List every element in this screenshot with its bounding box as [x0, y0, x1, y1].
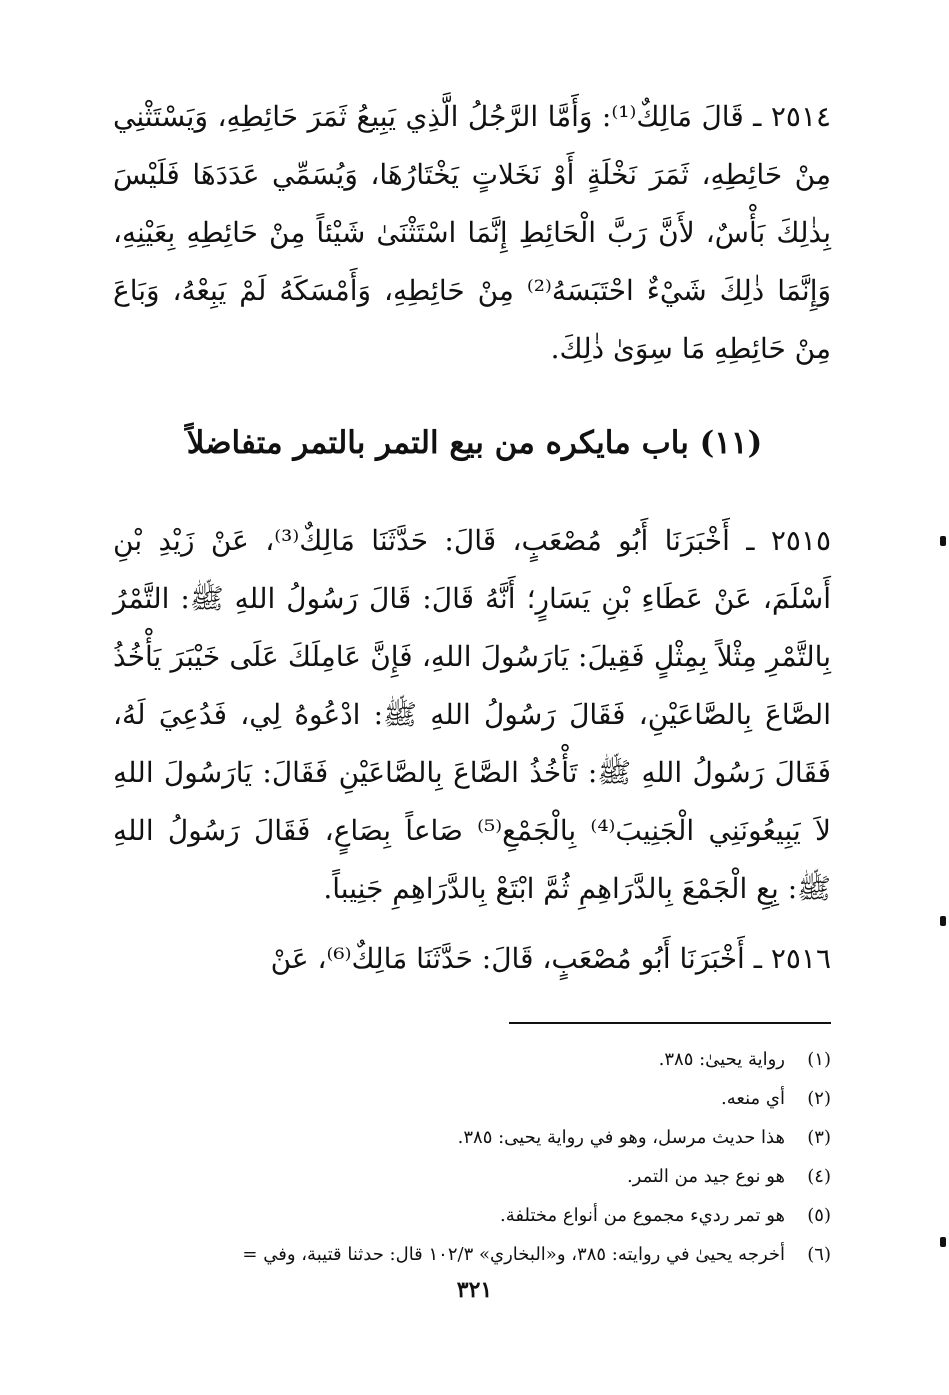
footnote-text: هذا حديث مرسل، وهو في رواية يحيى: ٣٨٥.	[457, 1127, 785, 1148]
scan-mark	[940, 1237, 946, 1247]
footnote-number: (١)	[807, 1049, 831, 1070]
footnote-item	[113, 1157, 831, 1196]
scan-mark	[940, 536, 946, 546]
scan-mark	[940, 916, 946, 926]
chapter-heading: (١١) باب مايكره من بيع التمر بالتمر متفاضلاً	[186, 425, 763, 461]
footnote-text: أخرجه يحيىٰ في روايته: ٣٨٥، و«البخاري» ١٠٢/٣ قال: حدثنا قتيبة، وفي =	[242, 1244, 785, 1265]
footnote-item	[113, 1079, 831, 1118]
footnotes-list	[113, 1040, 831, 1274]
footnote-text: هو تمر رديء مجموع من أنواع مختلفة.	[500, 1205, 785, 1226]
footnote-text: أي منعه.	[721, 1088, 785, 1109]
footnote-number: (٥)	[807, 1205, 831, 1226]
footnote-item	[113, 1235, 831, 1274]
footnote-number: (٣)	[807, 1127, 831, 1148]
footnote-number: (٤)	[807, 1166, 831, 1187]
footnote-item	[113, 1040, 831, 1079]
footnote-separator	[509, 1022, 831, 1024]
footnote-item	[113, 1196, 831, 1235]
footnote-item	[113, 1118, 831, 1157]
paragraph-2514: ٢٥١٤ ـ قَالَ مَالِكٌ⁽¹⁾: وَأَمَّا الرَّجُلُ الَّذِي يَبِيعُ ثَمَرَ حَائِطِهِ، وَيَسْتَثْنِي مِنْ حَائِطِهِ، ثَمَرَ نَخْلَةٍ أَوْ نَخَلاتٍ يَخْتَارُهَا، وَيُسَمِّي عَدَدَهَا فَلَيْسَ بِذٰلِكَ بَأْسٌ، لأَنَّ رَبَّ الْحَائِطِ إِنَّمَا اسْتَثْنَىٰ شَيْئاً مِنْ حَائِطِهِ بِعَيْنِهِ، وَإِنَّمَا ذٰلِكَ شَيْءٌ احْتَبَسَهُ⁽²⁾ مِنْ حَائِطِهِ، وَأَمْسَكَهُ لَمْ يَبِعْهُ، وَبَاعَ مِنْ حَائِطِهِ مَا سِوَىٰ ذٰلِكَ.	[113, 100, 832, 365]
footnote-number: (٦)	[807, 1244, 831, 1265]
page-number: ٣٢١	[456, 1277, 493, 1303]
footnote-text: رواية يحيىٰ: ٣٨٥.	[658, 1049, 785, 1070]
paragraph-2515: ٢٥١٥ ـ أَخْبَرَنَا أَبُو مُصْعَبٍ، قَالَ: حَدَّثَنَا مَالِكٌ⁽³⁾، عَنْ زَيْدِ بْنِ أَسْلَمَ، عَنْ عَطَاءِ بْنِ يَسَارٍ؛ أَنَّهُ قَالَ: قَالَ رَسُولُ اللهِ ﷺ: التَّمْرُ بِالتَّمْرِ مِثْلاً بِمِثْلٍ فَقِيلَ: يَارَسُولَ اللهِ، فَإِنَّ عَامِلَكَ عَلَى خَيْبَرَ يَأْخُذُ الصَّاعَ بِالصَّاعَيْنِ، فَقَالَ رَسُولُ اللهِ ﷺ: ادْعُوهُ لِي، فَدُعِيَ لَهُ، فَقَالَ رَسُولُ اللهِ ﷺ: تَأْخُذُ الصَّاعَ بِالصَّاعَيْنِ فَقَالَ: يَارَسُولَ اللهِ لاَ يَبِيعُونَنِي الْجَنِيبَ⁽⁴⁾ بِالْجَمْعِ⁽⁵⁾ صَاعاً بِصَاعٍ، فَقَالَ رَسُولُ اللهِ ﷺ: بِعِ الْجَمْعَ بِالدَّرَاهِمِ ثُمَّ ابْتَعْ بِالدَّرَاهِمِ جَنِيباً.	[113, 524, 832, 905]
footnote-text: هو نوع جيد من التمر.	[626, 1166, 785, 1187]
paragraph-2516: ٢٥١٦ ـ أَخْبَرَنَا أَبُو مُصْعَبٍ، قَالَ: حَدَّثَنَا مَالِكٌ⁽⁶⁾، عَنْ	[270, 942, 831, 975]
footnote-number: (٢)	[807, 1088, 831, 1109]
